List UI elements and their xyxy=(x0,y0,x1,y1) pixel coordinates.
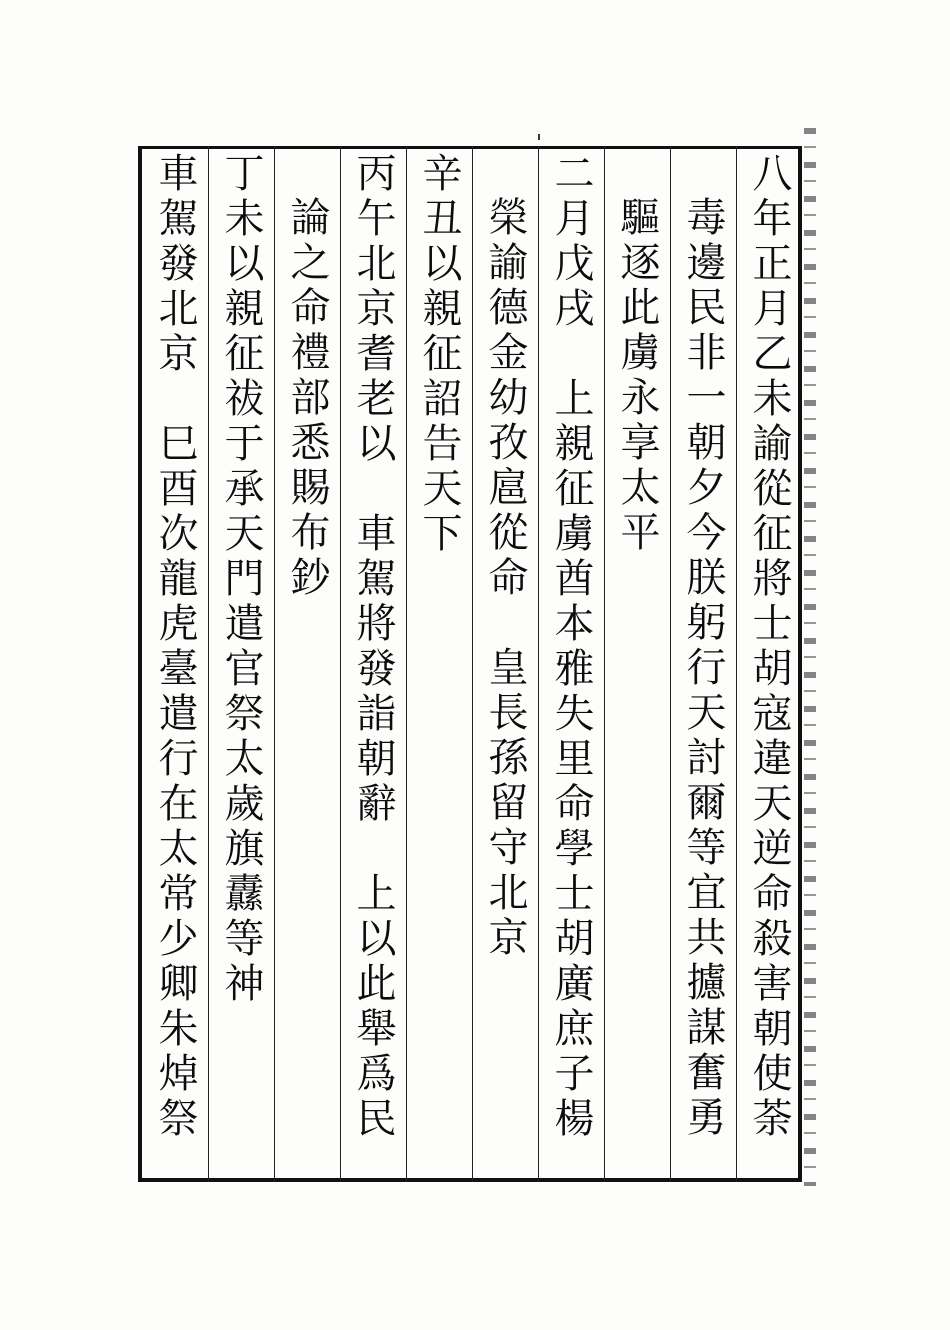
column-rule xyxy=(472,146,473,1182)
text-column-8: 論之命禮部悉賜布鈔 xyxy=(284,196,330,601)
text-column-7: 丙午北京耆老以 車駕將發詣朝辭 上以此舉爲民 xyxy=(350,152,396,1142)
margin-tick xyxy=(538,134,540,140)
column-rule xyxy=(208,146,209,1182)
column-rule xyxy=(274,146,275,1182)
text-column-4: 二月戊戌 上親征虜酋本雅失里命學士胡廣庶子楊 xyxy=(548,152,594,1142)
text-column-10: 車駕發北京 巳酉次龍虎臺遣行在太常少卿朱焯祭 xyxy=(152,152,198,1142)
column-rule xyxy=(538,146,539,1182)
text-column-6: 辛丑以親征詔告天下 xyxy=(416,152,462,557)
text-column-3: 驅逐此虜永享太平 xyxy=(614,196,660,556)
column-rule xyxy=(604,146,605,1182)
text-column-9: 丁未以親征祓于承天門遣官祭太歲旗纛等神 xyxy=(218,152,264,1007)
column-rule xyxy=(670,146,671,1182)
column-rule xyxy=(406,146,407,1182)
text-column-1: 八年正月乙未諭從征將士胡寇違天逆命殺害朝使荼 xyxy=(746,152,792,1142)
text-column-5: 榮諭德金幼孜扈從命 皇長孫留守北京 xyxy=(482,196,528,961)
column-rule xyxy=(736,146,737,1182)
page-edge-mark xyxy=(804,128,816,1186)
column-rule xyxy=(340,146,341,1182)
text-column-2: 毒邊民非一朝夕今朕躬行天討爾等宜共攄謀奮勇 xyxy=(680,196,726,1141)
